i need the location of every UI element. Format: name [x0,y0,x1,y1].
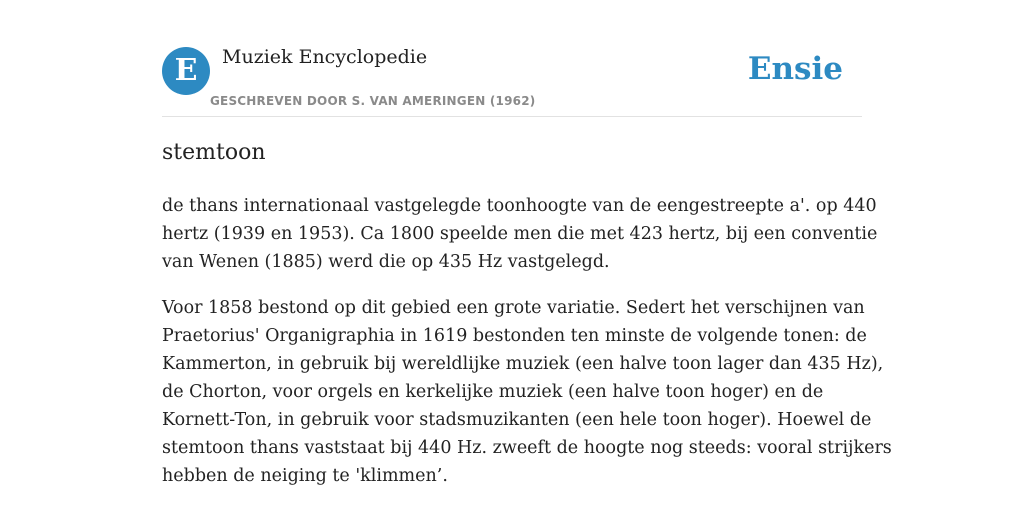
paragraph-line: Praetorius' Organigraphia in 1619 bestonden ten minste de volgende tonen: de [162,326,867,346]
paragraph-line: hebben de neiging te 'klimmen’. [162,466,448,486]
entry-paragraph [162,294,892,490]
entry-title: stemtoon [162,140,266,165]
paragraph-line: de thans internationaal vastgelegde toonhoogte van de eengestreepte a'. op 440 [162,196,877,216]
source-title-link[interactable]: Muziek Encyclopedie [222,46,428,68]
author-line[interactable]: GESCHREVEN DOOR S. VAN AMERINGEN (1962) [210,94,536,108]
paragraph-line: van Wenen (1885) werd die op 435 Hz vastgelegd. [162,252,610,272]
paragraph-line: stemtoon thans vaststaat bij 440 Hz. zweeft de hoogte nog steeds: vooral strijkers [162,438,892,458]
brand-logo[interactable]: Ensie [747,51,843,87]
paragraph-line: Voor 1858 bestond op dit gebied een grote variatie. Sedert het verschijnen van [162,298,865,318]
entry-paragraph [162,192,878,276]
paragraph-line: de Chorton, voor orgels en kerkelijke muziek (een halve toon hoger) en de [162,382,824,402]
article-page [162,0,892,486]
source-logo-icon[interactable]: E [162,47,210,95]
source-header [162,0,862,117]
paragraph-line: Kornett-Ton, in gebruik voor stadsmuzikanten (een hele toon hoger). Hoewel de [162,410,872,430]
entry-body [162,192,892,508]
paragraph-line: hertz (1939 en 1953). Ca 1800 speelde men die met 423 hertz, bij een conventie [162,224,878,244]
paragraph-line: Kammerton, in gebruik bij wereldlijke muziek (een halve toon lager dan 435 Hz), [162,354,884,374]
